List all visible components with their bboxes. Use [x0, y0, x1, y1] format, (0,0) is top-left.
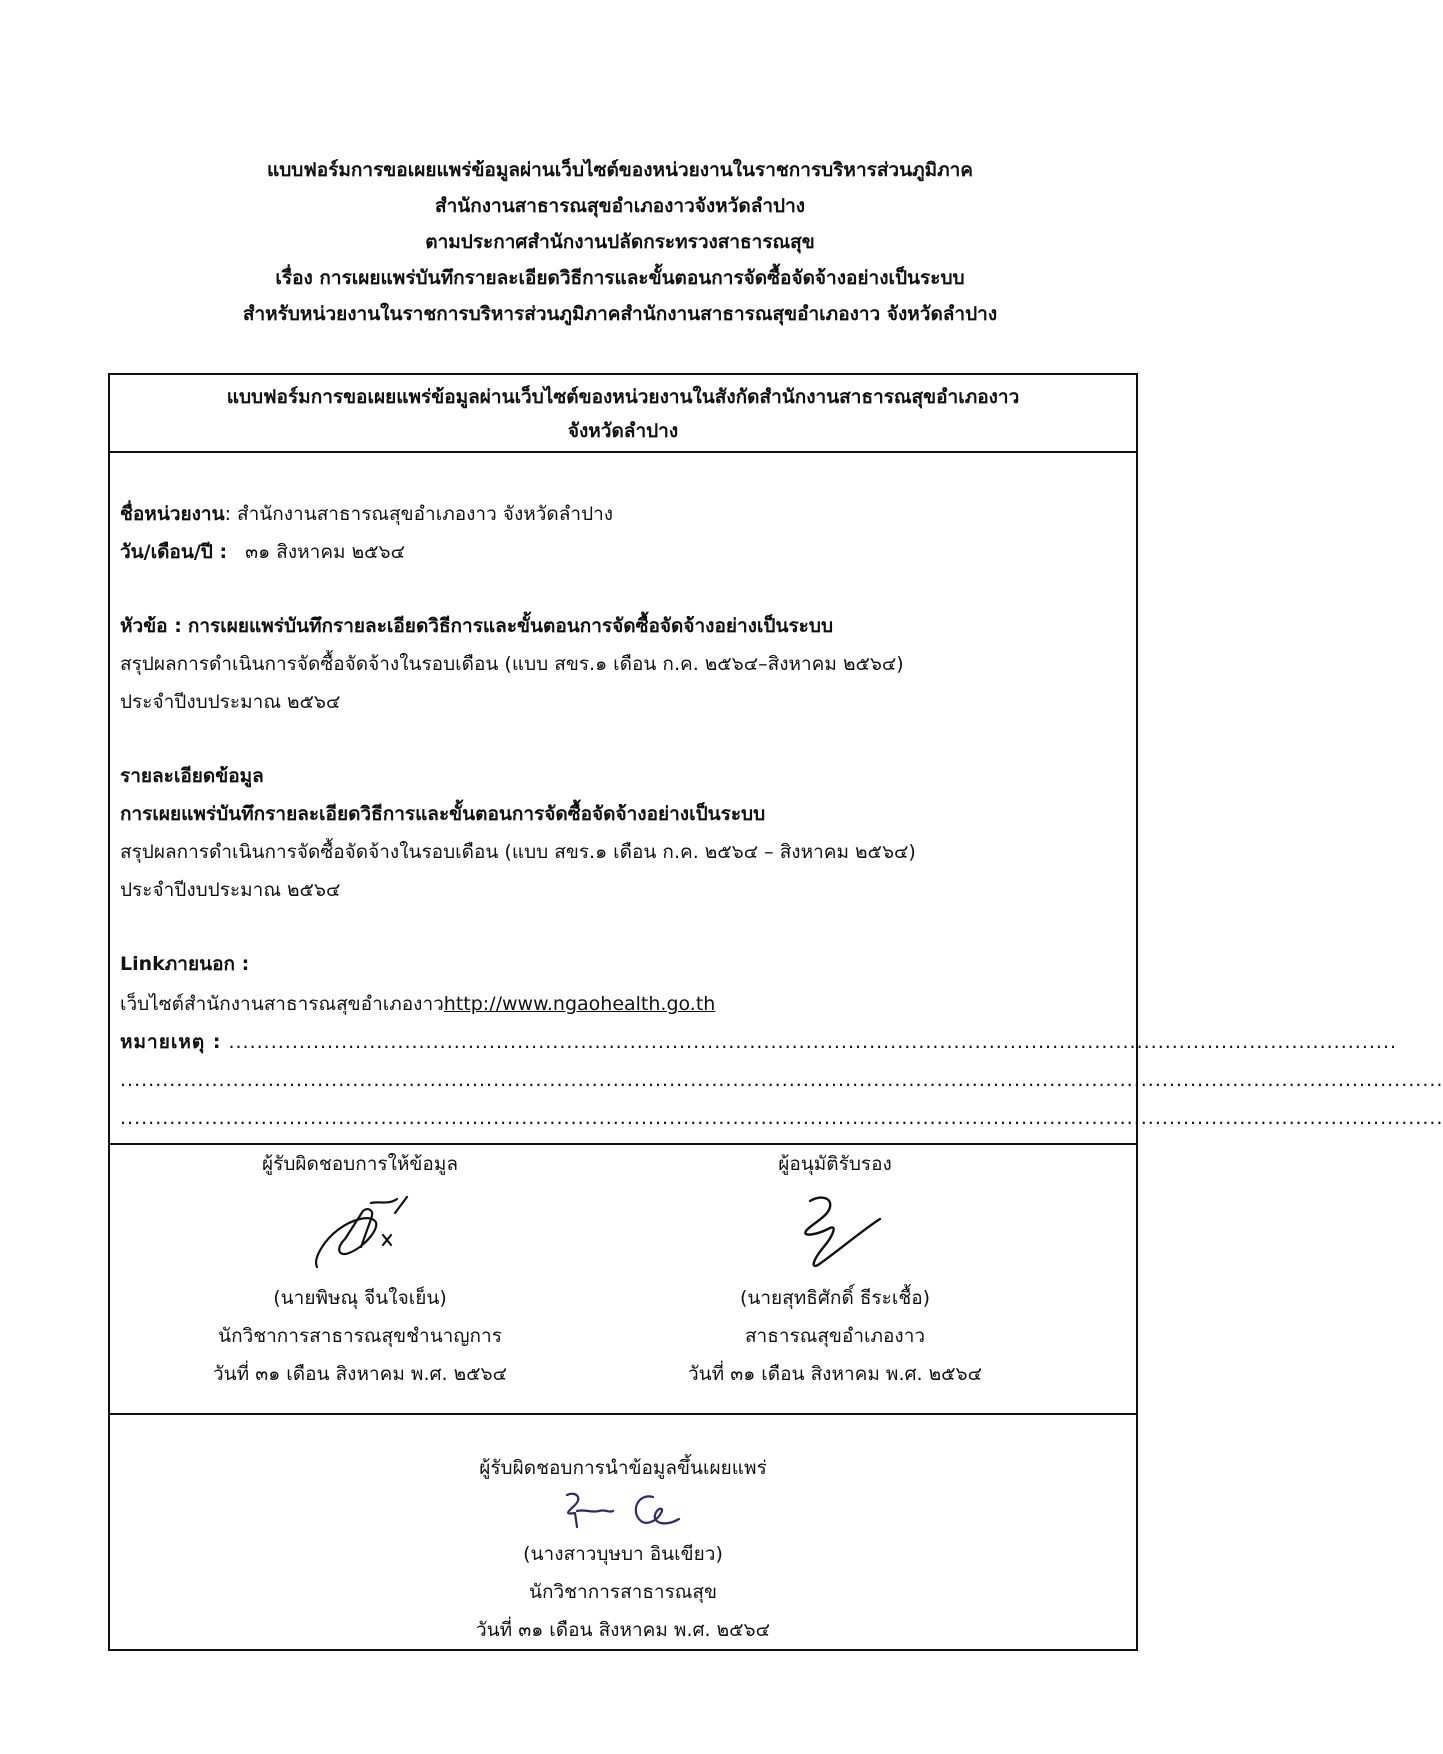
publisher-signature-icon	[553, 1487, 693, 1535]
topic-row	[120, 607, 1126, 645]
form-details	[110, 453, 1443, 1145]
approver-name: (นายสุทธิศักดิ์ ธีระเชื้อ)	[739, 1287, 931, 1309]
date-label: วัน/เดือน/ปี :	[120, 541, 228, 563]
header-line-4: เรื่อง การเผยแพร่บันทึกรายละเอียดวิธีการและขั้นตอนการจัดซื้อจัดจ้างอย่างเป็นระบบ	[275, 267, 965, 289]
provider-role: ผู้รับผิดชอบการให้ข้อมูล	[262, 1153, 458, 1175]
form-title-line-2: จังหวัดลำปาง	[567, 420, 679, 442]
provider-name: (นายพิษณุ จีนใจเย็น)	[273, 1287, 447, 1309]
remark-label: หมายเหตุ :	[120, 1031, 222, 1053]
detail-line-3: ประจำปีงบประมาณ ๒๕๖๔	[120, 879, 341, 901]
publisher-date: วันที่ ๓๑ เดือน สิงหาคม พ.ศ. ๒๕๖๔	[476, 1619, 770, 1641]
date-value: ๓๑ สิงหาคม ๒๕๖๔	[245, 541, 405, 563]
approver-role: ผู้อนุมัติรับรอง	[778, 1153, 892, 1175]
date-row	[120, 533, 1126, 571]
approver-date: วันที่ ๓๑ เดือน สิงหาคม พ.ศ. ๒๕๖๔	[688, 1363, 982, 1385]
provider-position: นักวิชาการสาธารณสุขชำนาญการ	[218, 1325, 502, 1347]
remark-line-3: ............................................................................................................................................................................................	[120, 1107, 1443, 1129]
header-line-5: สำหรับหน่วยงานในราชการบริหารส่วนภูมิภาคสำนักงานสาธารณสุขอำเภองาว จังหวัดลำปาง	[242, 303, 998, 325]
remark-line-2: ............................................................................................................................................................................................	[120, 1069, 1443, 1091]
form-title-line-1: แบบฟอร์มการขอเผยแพร่ข้อมูลผ่านเว็บไซต์ของหน่วยงานในสังกัดสำนักงานสาธารณสุขอำเภองาว	[226, 386, 1020, 408]
approver-signer	[600, 1145, 1070, 1393]
publisher-name: (นางสาวบุษบา อินเขียว)	[523, 1543, 723, 1565]
form-title	[110, 375, 1136, 453]
provider-signer	[125, 1145, 595, 1393]
approver-position: สาธารณสุขอำเภองาว	[744, 1325, 926, 1347]
header-line-2: สำนักงานสาธารณสุขอำเภองาวจังหวัดลำปาง	[434, 195, 806, 217]
signature-section	[110, 1145, 1136, 1415]
unit-label: ชื่อหน่วยงาน	[120, 503, 225, 525]
link-label: Linkภายนอก :	[120, 953, 250, 975]
publisher-position: นักวิชาการสาธารณสุข	[528, 1581, 718, 1603]
unit-value: : สำนักงานสาธารณสุขอำเภองาว จังหวัดลำปาง	[224, 503, 614, 525]
provider-signature-icon	[305, 1189, 415, 1275]
approver-signature-icon	[780, 1189, 890, 1275]
header-line-3: ตามประกาศสำนักงานปลัดกระทรวงสาธารณสุข	[425, 231, 815, 253]
document-header	[0, 152, 1240, 332]
publisher-role: ผู้รับผิดชอบการนำข้อมูลขึ้นเผยแพร่	[479, 1457, 767, 1479]
topic-label: หัวข้อ :	[120, 615, 182, 637]
detail-title: การเผยแพร่บันทึกรายละเอียดวิธีการและขั้นตอนการจัดซื้อจัดจ้างอย่างเป็นระบบ	[120, 803, 766, 825]
website-link[interactable]: http://www.ngaohealth.go.th	[443, 993, 716, 1015]
detail-label: รายละเอียดข้อมูล	[120, 765, 264, 787]
topic-title: การเผยแพร่บันทึกรายละเอียดวิธีการและขั้นตอนการจัดซื้อจัดจ้างอย่างเป็นระบบ	[187, 615, 834, 637]
header-line-1: แบบฟอร์มการขอเผยแพร่ข้อมูลผ่านเว็บไซต์ของหน่วยงานในราชการบริหารส่วนภูมิภาค	[266, 159, 974, 181]
remark-dots: ......................................................................................................................................................................	[228, 1031, 1398, 1053]
publisher-signer	[110, 1415, 1136, 1649]
remark-row	[120, 1023, 1398, 1061]
topic-line-3: ประจำปีงบประมาณ ๒๕๖๔	[120, 691, 341, 713]
unit-row	[120, 495, 1126, 533]
website-row	[120, 985, 1126, 1023]
detail-line-2: สรุปผลการดำเนินการจัดซื้อจัดจ้างในรอบเดือน (แบบ สขร.๑ เดือน ก.ค. ๒๕๖๔ – สิงหาคม ๒๕๖๔)	[120, 841, 916, 863]
topic-line-2: สรุปผลการดำเนินการจัดซื้อจัดจ้างในรอบเดือน (แบบ สขร.๑ เดือน ก.ค. ๒๕๖๔–สิงหาคม ๒๕๖๔)	[120, 653, 904, 675]
form-box	[108, 373, 1443, 1651]
provider-date: วันที่ ๓๑ เดือน สิงหาคม พ.ศ. ๒๕๖๔	[213, 1363, 507, 1385]
website-text: เว็บไซต์สำนักงานสาธารณสุขอำเภองาว	[120, 993, 444, 1015]
